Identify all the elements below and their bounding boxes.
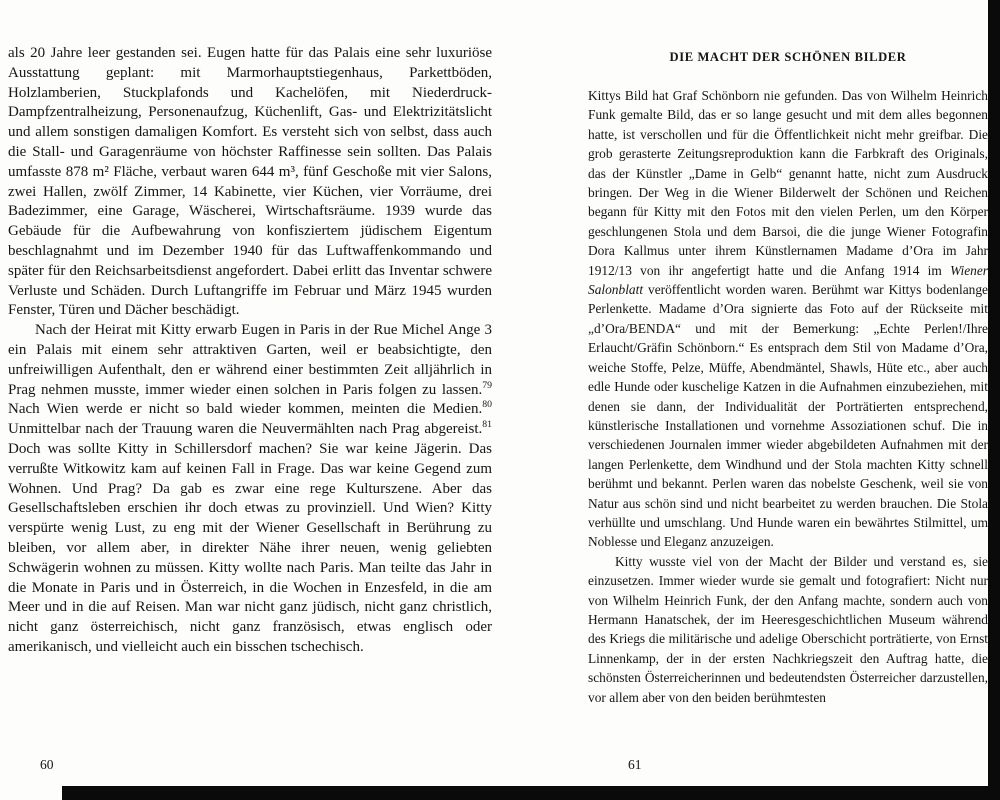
page-number: 60	[40, 757, 54, 772]
paragraph-segment: Doch was sollte Kitty in Schillersdorf machen? Sie war keine Jägerin. Das verrußte Witkowitz kam auf keinen Fall in Frage. Das war keine Gegend zum Wohnen. Und Prag? Da gab es zwar eine rege Kulturszene. Aber das Gesellschaftsleben erschien ihr doch etwas zu provinziell. Und Wien? Kitty verspürte wenig Lust, zu eng mit der Wiener Gesellschaft in Berührung zu bleiben, vor allem aber, in direkter Nähe ihrer neuen, wenig geliebten Schwägerin wohnen zu müssen. Kitty wollte nach Paris. Man teilte das Jahr in die Monate in Paris und in Österreich, in die Wochen in Enzesfeld, in die am Meer und in die auf Reisen. Man war nicht ganz jüdisch, nicht ganz christlich, nicht ganz österreichisch, nicht ganz französisch, etwas englisch oder amerikanisch, und vielleicht auch ein bisschen tschechisch.	[8, 440, 492, 655]
footnote-ref: 80	[482, 399, 492, 411]
scan-edge-bottom	[62, 786, 1000, 800]
paragraph-segment: Kittys Bild hat Graf Schönborn nie gefunden. Das von Wilhelm Heinrich Funk gemalte Bild, das er so lange gesucht und mit dem alles begonnen hatte, ist verschollen und für die Öffentlichkeit nicht mehr greifbar. Die grob gerasterte Zeitungsreproduktion kann die Farbkraft des Originals, das der Künstler „Dame in Gelb“ genannt hatte, nicht zum Ausdruck bringen. Der Weg in die Wiener Bilderwelt der Schönen und Reichen begann für Kitty mit den Fotos mit den vielen Perlen, um den Körper geschlungenen Stola und dem Barsoi, die die junge Wiener Fotografin Dora Kallmus unter ihrem Künstlernamen Madame d’Ora im Jahr 1912/13 von ihr angefertigt hatte und die Anfang 1914 im	[588, 88, 988, 278]
paragraph: als 20 Jahre leer gestanden sei. Eugen hatte für das Palais eine sehr luxuriöse Ausstattung geplant: mit Marmorhauptstiegenhaus, Parkettböden, Holzlamberien, Stuckplafonds und Kachelöfen, mit Niederdruck-Dampfzentralheizung, Personenaufzug, Küchenlift, Gas- und Elektrizitätslicht und allem sonstigen damaligen Komfort. Es versteht sich von selbst, dass auch die Stall- und Garagenräume von höchster Raffinesse sein sollten. Das Palais umfasste 878 m² Fläche, verbaut waren 644 m³, fünf Geschoße mit vier Salons, zwei Hallen, zwölf Zimmer, 14 Kabinette, vier Küchen, vier Vorräume, drei Badezimmer, eine Garage, Wäscherei, Wirtschaftsräume. 1939 wurde das Gebäude für die Aufbewahrung von konfisziertem jüdischem Eigentum beschlagnahmt und im Dezember 1940 für das Luftwaffenkommando und später für den Reichsarbeitsdienst angefordert. Dabei erlitt das Inventar schwere Verluste und Schäden. Durch Luftangriffe im Februar und März 1945 wurden Fenster, Türen und Dächer beschädigt.	[8, 45, 492, 319]
paragraph	[588, 86, 988, 552]
page-number: 61	[628, 757, 642, 772]
italic-title-segment: Wiener Salonblatt	[588, 262, 988, 298]
footnote-ref: 79	[482, 379, 492, 391]
paragraph-segment: Nach Wien werde er nicht so bald wieder kommen, meinten die Medien.	[8, 401, 483, 418]
paragraph	[8, 321, 492, 658]
left-page-text	[8, 44, 492, 658]
paragraph: Kitty wusste viel von der Macht der Bilder und verstand es, sie einzusetzen. Immer wieder wurde sie gemalt und fotografiert: Nicht nur von Wilhelm Heinrich Funk, der den Anfang machte, sondern auch von Hermann Hanatschek, der im Heeresgeschichtlichen Museum während des Kriegs die militärische und adelige Oberschicht porträtierte, von Ernst Linnenkamp, der in der ersten Nachkriegszeit den Auftrag hatte, die schönsten Österreicherinnen und bedeutendsten Österreicher darzustellen, vor allem aber von den beiden berühmtesten	[588, 553, 988, 705]
footnote-ref: 81	[482, 419, 492, 431]
paragraph-segment: Unmittelbar nach der Trauung waren die Neuvermählten nach Prag abgereist.	[8, 421, 483, 438]
paragraph-segment: veröffentlicht worden waren. Berühmt war Kittys bodenlange Perlenkette. Madame d’Ora signierte das Foto auf der Rückseite mit „d’Ora/BENDA“ und mit der Bemerkung: „Echte Perlen!/Ihre Erlaucht/Gräfin Schönborn.“ Es entsprach dem Stil von Madame d’Ora, weiche Stoffe, Pelze, Müffe, Abendmäntel, Shawls, Hüte etc., aber auch edle Hunde oder kuschelige Katzen in die Aufnahmen einzubeziehen, mit denen sie dann, der Individualität der Porträtierten entsprechend, künstlerische Installationen und vornehme Assoziationen schuf. Die in verschiedenen Journalen immer wieder abgebildeten Aufnahmen mit der langen Perlenkette, dem Windhund und der Stola machten Kitty schnell berühmt und bekannt. Perlen waren das nobelste Geschenk, weil sie von Natur aus schön sind und nicht bearbeitet zu werden brauchen. Die Stola verhüllte und umschlang. Und Hunde waren ein bewährtes Stilmittel, um Noblesse und Eleganz anzuzeigen.	[588, 282, 988, 550]
paragraph-segment: Nach der Heirat mit Kitty erwarb Eugen in Paris in der Rue Michel Ange 3 ein Palais mit einem sehr attraktiven Garten, weil er beabsichtigte, den unfreiwilligen Aufenthalt, den er während einer bestimmten Zeit alljährlich in Prag nehmen musste, immer wieder einen solchen in Paris folgen zu lassen.	[8, 322, 492, 398]
chapter-header: DIE MACHT DER SCHÖNEN BILDER	[669, 50, 907, 64]
scan-edge-right	[988, 0, 1000, 800]
right-page-text	[588, 86, 988, 707]
